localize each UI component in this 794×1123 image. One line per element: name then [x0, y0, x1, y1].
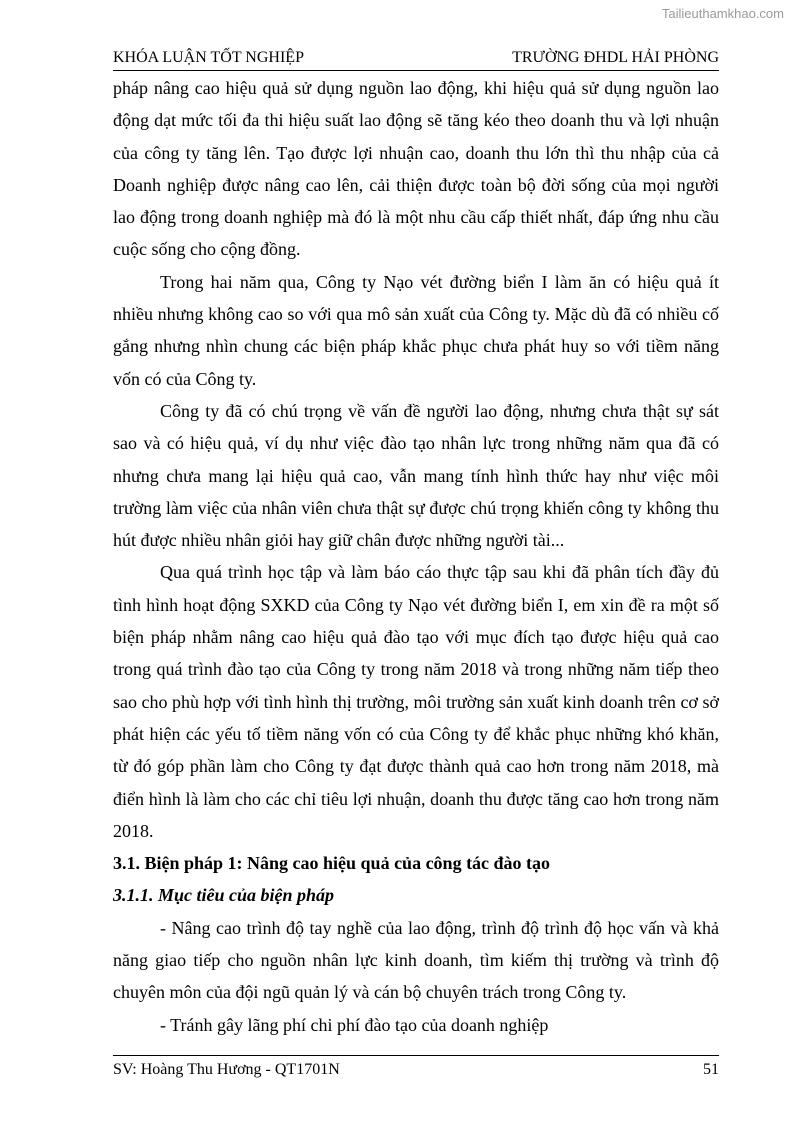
paragraph-3: Công ty đã có chú trọng về vấn đề người lao động, nhưng chưa thật sự sát sao và có hiệu quả, ví dụ như việc đào tạo nhân lực trong những năm qua đã có nhưng chưa mang lại hiệu quả cao, vẫn mang tính hình thức hay như việc môi trường làm việc của nhân viên chưa thật sự được chú trọng khiến công ty không thu hút được nhiều nhân giỏi hay giữ chân được những người tài... — [113, 400, 719, 551]
paragraph-4: Qua quá trình học tập và làm báo cáo thực tập sau khi đã phân tích đầy đủ tình hình hoạt động SXKD của Công ty Nạo vét đường biển I, em xin đề ra một số biện pháp nhằm nâng cao hiệu quả đào tạo với mục đích tạo được hiệu quả cao trong quá trình đào tạo của Công ty trong năm 2018 và trong những năm tiếp theo sao cho phù hợp với tình hình thị trường, môi trường sản xuất kinh doanh trên cơ sở phát hiện các yếu tố tiềm năng vốn có của Công ty để khắc phục những khó khăn, từ đó góp phần làm cho Công ty đạt được thành quả cao hơn trong năm 2018, mà điển hình là làm cho các chỉ tiêu lợi nhuận, doanh thu được tăng cao hơn trong năm 2018. — [113, 562, 719, 841]
bullet-paragraph-2: - Tránh gây lãng phí chi phí đào tạo của doanh nghiệp — [160, 1014, 549, 1035]
page-content — [113, 72, 719, 1041]
paragraph-2: Trong hai năm qua, Công ty Nạo vét đường biển I làm ăn có hiệu quả ít nhiều nhưng không cao so với qua mô sản xuất của Công ty. Mặc dù đã có nhiều cố gắng nhưng nhìn chung các biện pháp khắc phục chưa phát huy so với tiềm năng vốn có của Công ty. — [113, 271, 719, 389]
page-footer — [113, 1055, 719, 1082]
page-header — [113, 46, 719, 71]
footer-student-name: SV: Hoàng Thu Hương - QT1701N — [113, 1061, 340, 1078]
page-number: 51 — [703, 1061, 719, 1078]
section-heading: 3.1. Biện pháp 1: Nâng cao hiệu quả của công tác đào tạo — [113, 853, 551, 874]
subsection-heading: 3.1.1. Mục tiêu của biện pháp — [113, 885, 335, 906]
watermark-text: Tailieuthamkhao.com — [661, 6, 784, 21]
header-university: TRƯỜNG ĐHDL HẢI PHÒNG — [512, 49, 719, 66]
paragraph-1: pháp nâng cao hiệu quả sử dụng nguồn lao động, khi hiệu quả sử dụng nguồn lao động dạt mức tối đa thi hiệu suất lao động sẽ tăng kéo theo doanh thu và lợi nhuận của công ty tăng lên. Tạo được lợi nhuận cao, doanh thu lớn thì thu nhập của cả Doanh nghiệp được nâng cao lên, cải thiện được toàn bộ đời sống của mọi người lao động trong doanh nghiệp mà đó là một nhu cầu cấp thiết nhất, đáp ứng nhu cầu cuộc sống cho cộng đồng. — [113, 78, 719, 260]
bullet-paragraph-1: - Nâng cao trình độ tay nghề của lao động, trình độ trình độ học vấn và khả năng giao tiếp cho nguồn nhân lực kinh doanh, tìm kiếm thị trường và trình độ chuyên môn của đội ngũ quản lý và cán bộ chuyên trách trong Công ty. — [113, 917, 719, 1003]
header-thesis-title: KHÓA LUẬN TỐT NGHIỆP — [113, 49, 304, 66]
